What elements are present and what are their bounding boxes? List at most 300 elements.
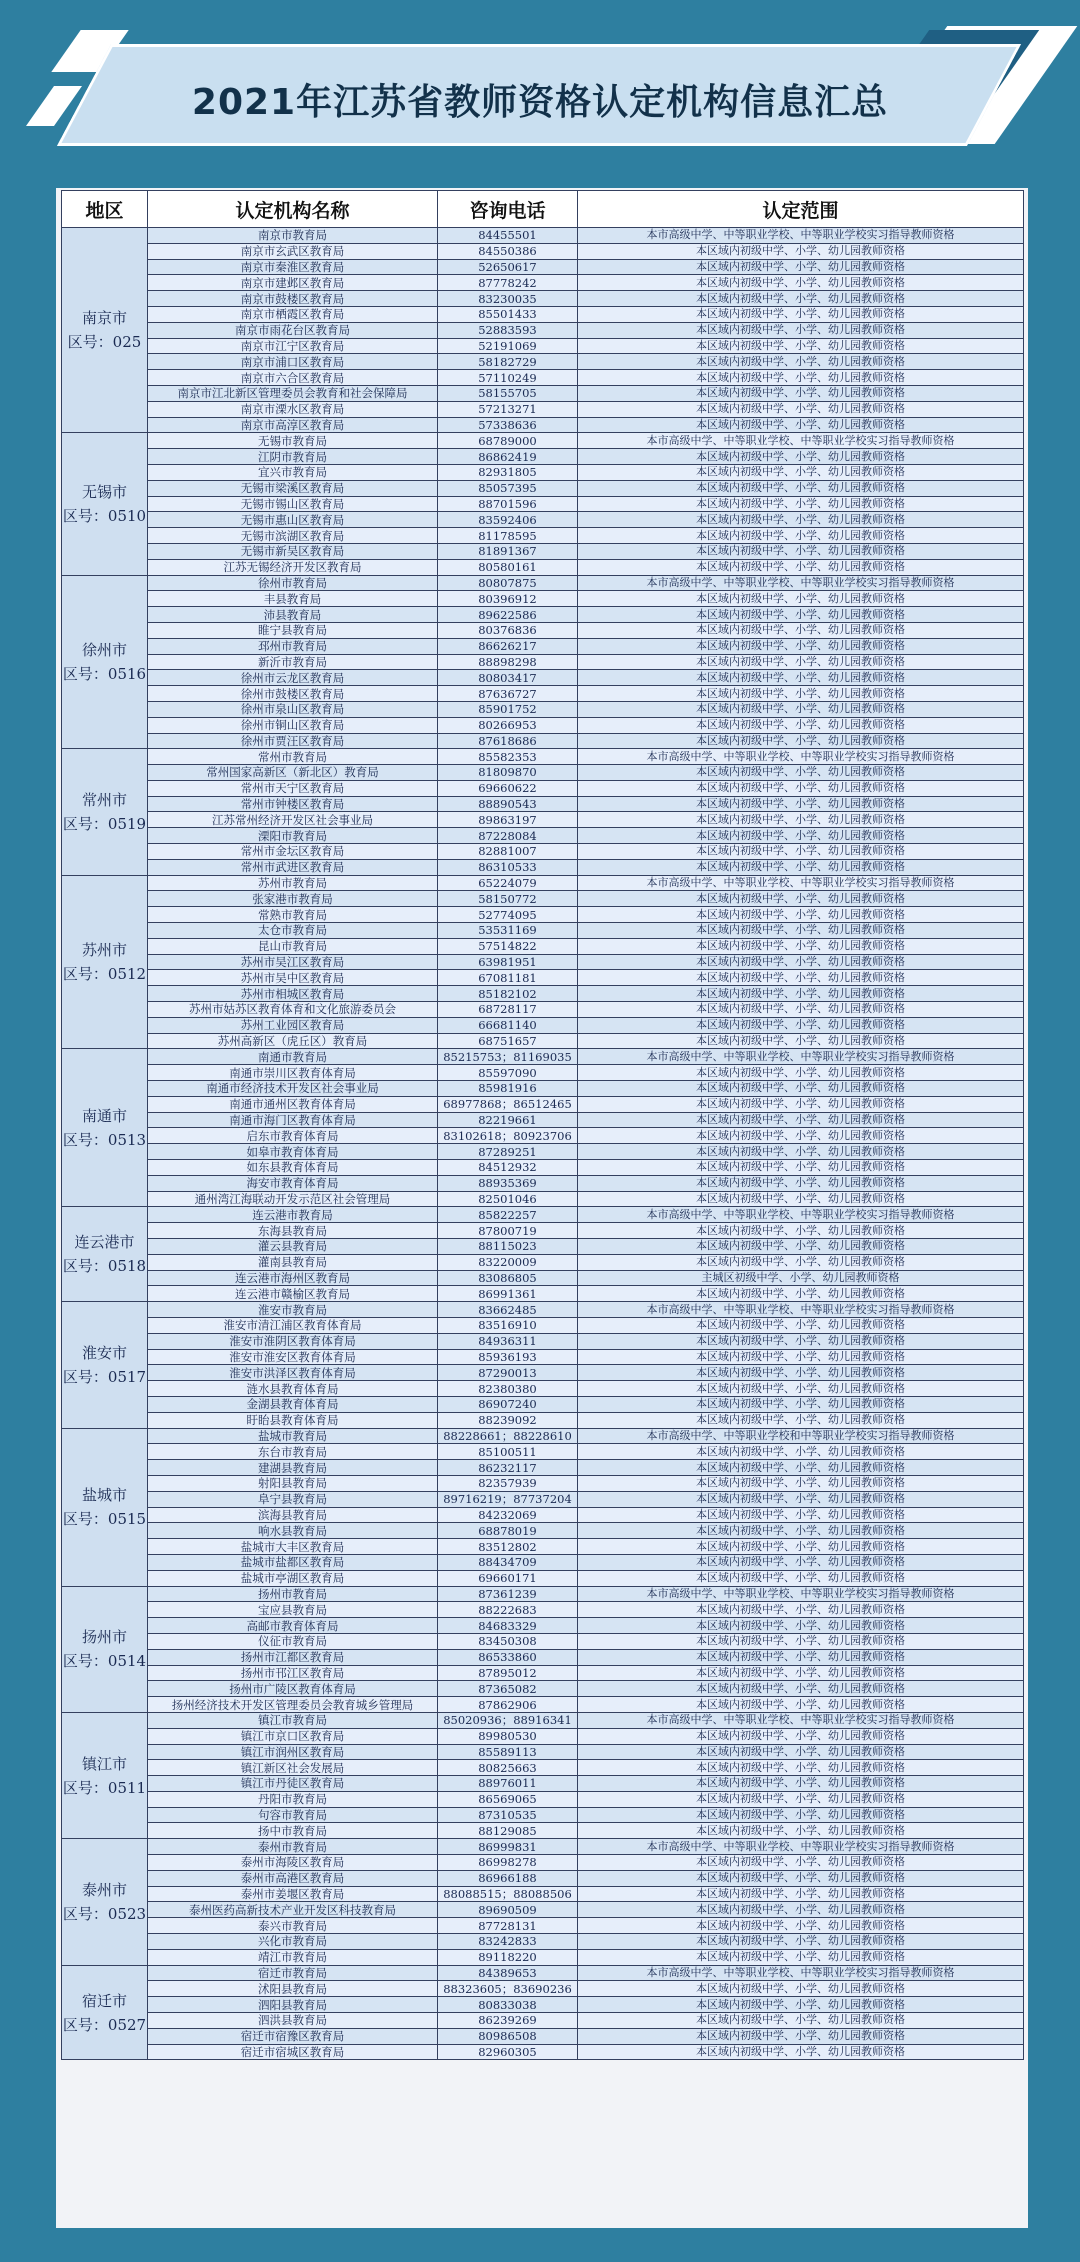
table-row bbox=[62, 1697, 1024, 1713]
institution-name-cell: 常州市天宁区教育局 bbox=[148, 780, 438, 796]
phone-cell: 68751657 bbox=[438, 1033, 578, 1049]
phone-cell: 89118220 bbox=[438, 1949, 578, 1965]
scope-cell: 本市高级中学、中等职业学校、中等职业学校实习指导教师资格 bbox=[578, 1586, 1024, 1602]
institution-name-cell: 徐州市铜山区教育局 bbox=[148, 717, 438, 733]
phone-cell: 85582353 bbox=[438, 749, 578, 765]
phone-cell: 80266953 bbox=[438, 717, 578, 733]
phone-cell: 87289251 bbox=[438, 1144, 578, 1160]
scope-cell: 本市高级中学、中等职业学校、中等职业学校实习指导教师资格 bbox=[578, 1965, 1024, 1981]
table-row bbox=[62, 1997, 1024, 2013]
scope-cell: 本区域内初级中学、小学、幼儿园教师资格 bbox=[578, 1017, 1024, 1033]
institution-name-cell: 无锡市锡山区教育局 bbox=[148, 496, 438, 512]
phone-cell: 83086805 bbox=[438, 1270, 578, 1286]
phone-cell: 86310533 bbox=[438, 859, 578, 875]
institution-name-cell: 无锡市教育局 bbox=[148, 433, 438, 449]
table-row bbox=[62, 322, 1024, 338]
table-row bbox=[62, 1633, 1024, 1649]
phone-cell: 86569065 bbox=[438, 1791, 578, 1807]
phone-cell: 85597090 bbox=[438, 1065, 578, 1081]
institution-name-cell: 靖江市教育局 bbox=[148, 1949, 438, 1965]
institution-table bbox=[61, 190, 1024, 2060]
scope-cell: 本区域内初级中学、小学、幼儿园教师资格 bbox=[578, 1333, 1024, 1349]
table-row bbox=[62, 796, 1024, 812]
scope-cell: 本区域内初级中学、小学、幼儿园教师资格 bbox=[578, 1317, 1024, 1333]
institution-name-cell: 镇江市京口区教育局 bbox=[148, 1728, 438, 1744]
scope-cell: 本区域内初级中学、小学、幼儿园教师资格 bbox=[578, 1396, 1024, 1412]
scope-cell: 本区域内初级中学、小学、幼儿园教师资格 bbox=[578, 1239, 1024, 1255]
region-cell bbox=[62, 1839, 148, 1965]
table-row bbox=[62, 954, 1024, 970]
table-row bbox=[62, 1728, 1024, 1744]
region-cell bbox=[62, 1207, 148, 1302]
institution-name-cell: 南通市海门区教育体育局 bbox=[148, 1112, 438, 1128]
phone-cell: 86232117 bbox=[438, 1460, 578, 1476]
table-row bbox=[62, 1286, 1024, 1302]
scope-cell: 本区域内初级中学、小学、幼儿园教师资格 bbox=[578, 1949, 1024, 1965]
institution-name-cell: 连云港市教育局 bbox=[148, 1207, 438, 1223]
region-area-code: 区号：0513 bbox=[62, 1130, 147, 1149]
scope-cell: 本区域内初级中学、小学、幼儿园教师资格 bbox=[578, 1776, 1024, 1792]
region-cell bbox=[62, 1302, 148, 1428]
scope-cell: 本区域内初级中学、小学、幼儿园教师资格 bbox=[578, 1744, 1024, 1760]
scope-cell: 本区域内初级中学、小学、幼儿园教师资格 bbox=[578, 417, 1024, 433]
region-name: 无锡市 bbox=[81, 482, 127, 501]
institution-name-cell: 泗阳县教育局 bbox=[148, 1997, 438, 2013]
scope-cell: 本区域内初级中学、小学、幼儿园教师资格 bbox=[578, 243, 1024, 259]
table-row bbox=[62, 1934, 1024, 1950]
table-row bbox=[62, 1602, 1024, 1618]
phone-cell: 57514822 bbox=[438, 938, 578, 954]
table-row bbox=[62, 1902, 1024, 1918]
scope-cell: 本区域内初级中学、小学、幼儿园教师资格 bbox=[578, 2028, 1024, 2044]
table-row bbox=[62, 543, 1024, 559]
institution-name-cell: 无锡市新吴区教育局 bbox=[148, 543, 438, 559]
region-name: 徐州市 bbox=[81, 640, 127, 659]
scope-cell: 本区域内初级中学、小学、幼儿园教师资格 bbox=[578, 859, 1024, 875]
scope-cell: 本区域内初级中学、小学、幼儿园教师资格 bbox=[578, 701, 1024, 717]
region-name: 宿迁市 bbox=[81, 1991, 127, 2010]
table-row bbox=[62, 1128, 1024, 1144]
phone-cell: 85182102 bbox=[438, 986, 578, 1002]
table-row bbox=[62, 1412, 1024, 1428]
phone-cell: 81809870 bbox=[438, 765, 578, 781]
institution-name-cell: 泗洪县教育局 bbox=[148, 2013, 438, 2029]
institution-name-cell: 镇江新区社会发展局 bbox=[148, 1760, 438, 1776]
phone-cell: 53531169 bbox=[438, 923, 578, 939]
scope-cell: 本区域内初级中学、小学、幼儿园教师资格 bbox=[578, 464, 1024, 480]
institution-name-cell: 无锡市梁溪区教育局 bbox=[148, 480, 438, 496]
institution-name-cell: 沛县教育局 bbox=[148, 607, 438, 623]
scope-cell: 本区域内初级中学、小学、幼儿园教师资格 bbox=[578, 1681, 1024, 1697]
table-row bbox=[62, 1254, 1024, 1270]
phone-cell: 82219661 bbox=[438, 1112, 578, 1128]
institution-name-cell: 苏州市吴江区教育局 bbox=[148, 954, 438, 970]
table-row bbox=[62, 923, 1024, 939]
scope-cell: 本区域内初级中学、小学、幼儿园教师资格 bbox=[578, 1602, 1024, 1618]
phone-cell: 89690509 bbox=[438, 1902, 578, 1918]
institution-name-cell: 泰州市海陵区教育局 bbox=[148, 1855, 438, 1871]
table-row bbox=[62, 1965, 1024, 1981]
table-row bbox=[62, 1460, 1024, 1476]
scope-cell: 本区域内初级中学、小学、幼儿园教师资格 bbox=[578, 780, 1024, 796]
institution-name-cell: 涟水县教育体育局 bbox=[148, 1381, 438, 1397]
phone-cell: 86626217 bbox=[438, 638, 578, 654]
table-row bbox=[62, 1539, 1024, 1555]
institution-name-cell: 盱眙县教育体育局 bbox=[148, 1412, 438, 1428]
institution-name-cell: 苏州市相城区教育局 bbox=[148, 986, 438, 1002]
scope-cell: 本区域内初级中学、小学、幼儿园教师资格 bbox=[578, 1381, 1024, 1397]
phone-cell: 85100511 bbox=[438, 1444, 578, 1460]
table-row bbox=[62, 938, 1024, 954]
phone-cell: 83516910 bbox=[438, 1317, 578, 1333]
scope-cell: 本区域内初级中学、小学、幼儿园教师资格 bbox=[578, 1365, 1024, 1381]
phone-cell: 88222683 bbox=[438, 1602, 578, 1618]
table-row bbox=[62, 1586, 1024, 1602]
scope-cell: 本区域内初级中学、小学、幼儿园教师资格 bbox=[578, 1791, 1024, 1807]
phone-cell: 83592406 bbox=[438, 512, 578, 528]
scope-cell: 本区域内初级中学、小学、幼儿园教师资格 bbox=[578, 1570, 1024, 1586]
table-row bbox=[62, 717, 1024, 733]
scope-cell: 本区域内初级中学、小学、幼儿园教师资格 bbox=[578, 275, 1024, 291]
institution-name-cell: 常州市武进区教育局 bbox=[148, 859, 438, 875]
phone-cell: 89980530 bbox=[438, 1728, 578, 1744]
institution-name-cell: 溧阳市教育局 bbox=[148, 828, 438, 844]
table-row bbox=[62, 1949, 1024, 1965]
institution-name-cell: 启东市教育体育局 bbox=[148, 1128, 438, 1144]
table-row bbox=[62, 749, 1024, 765]
phone-cell: 87618686 bbox=[438, 733, 578, 749]
table-row bbox=[62, 575, 1024, 591]
institution-name-cell: 苏州市姑苏区教育体育和文化旅游委员会 bbox=[148, 1002, 438, 1018]
phone-cell: 89863197 bbox=[438, 812, 578, 828]
table-row bbox=[62, 891, 1024, 907]
institution-name-cell: 南通市崇川区教育体育局 bbox=[148, 1065, 438, 1081]
phone-cell: 85936193 bbox=[438, 1349, 578, 1365]
table-row bbox=[62, 1712, 1024, 1728]
table-row bbox=[62, 1776, 1024, 1792]
phone-cell: 57338636 bbox=[438, 417, 578, 433]
scope-cell: 本区域内初级中学、小学、幼儿园教师资格 bbox=[578, 1475, 1024, 1491]
phone-cell: 65224079 bbox=[438, 875, 578, 891]
table-row bbox=[62, 1081, 1024, 1097]
table-row bbox=[62, 1333, 1024, 1349]
institution-name-cell: 阜宁县教育局 bbox=[148, 1491, 438, 1507]
institution-name-cell: 建湖县教育局 bbox=[148, 1460, 438, 1476]
phone-cell: 87228084 bbox=[438, 828, 578, 844]
table-row bbox=[62, 859, 1024, 875]
table-row bbox=[62, 1444, 1024, 1460]
scope-cell: 本区域内初级中学、小学、幼儿园教师资格 bbox=[578, 765, 1024, 781]
table-row bbox=[62, 385, 1024, 401]
institution-name-cell: 如皋市教育体育局 bbox=[148, 1144, 438, 1160]
institution-name-cell: 淮安市淮安区教育体育局 bbox=[148, 1349, 438, 1365]
institution-name-cell: 淮安市洪泽区教育体育局 bbox=[148, 1365, 438, 1381]
table-row bbox=[62, 1112, 1024, 1128]
institution-name-cell: 句容市教育局 bbox=[148, 1807, 438, 1823]
institution-name-cell: 江苏无锡经济开发区教育局 bbox=[148, 559, 438, 575]
phone-cell: 83230035 bbox=[438, 291, 578, 307]
phone-cell: 86991361 bbox=[438, 1286, 578, 1302]
phone-cell: 58182729 bbox=[438, 354, 578, 370]
table-row bbox=[62, 986, 1024, 1002]
institution-name-cell: 兴化市教育局 bbox=[148, 1934, 438, 1950]
table-row bbox=[62, 496, 1024, 512]
table-row bbox=[62, 828, 1024, 844]
phone-cell: 68977868；86512465 bbox=[438, 1096, 578, 1112]
scope-cell: 本区域内初级中学、小学、幼儿园教师资格 bbox=[578, 686, 1024, 702]
scope-cell: 本区域内初级中学、小学、幼儿园教师资格 bbox=[578, 607, 1024, 623]
scope-cell: 本区域内初级中学、小学、幼儿园教师资格 bbox=[578, 1128, 1024, 1144]
region-cell bbox=[62, 875, 148, 1049]
phone-cell: 52883593 bbox=[438, 322, 578, 338]
table-row bbox=[62, 907, 1024, 923]
table-row bbox=[62, 875, 1024, 891]
scope-cell: 本区域内初级中学、小学、幼儿园教师资格 bbox=[578, 1144, 1024, 1160]
institution-name-cell: 镇江市润州区教育局 bbox=[148, 1744, 438, 1760]
scope-cell: 本区域内初级中学、小学、幼儿园教师资格 bbox=[578, 1460, 1024, 1476]
table-row bbox=[62, 622, 1024, 638]
table-row bbox=[62, 1207, 1024, 1223]
phone-cell: 88890543 bbox=[438, 796, 578, 812]
table-row bbox=[62, 1065, 1024, 1081]
phone-cell: 86998278 bbox=[438, 1855, 578, 1871]
phone-cell: 80396912 bbox=[438, 591, 578, 607]
table-row bbox=[62, 1381, 1024, 1397]
institution-name-cell: 江苏常州经济开发区社会事业局 bbox=[148, 812, 438, 828]
institution-name-cell: 宿迁市宿城区教育局 bbox=[148, 2044, 438, 2060]
region-name: 淮安市 bbox=[81, 1343, 127, 1362]
table-row bbox=[62, 1886, 1024, 1902]
scope-cell: 本区域内初级中学、小学、幼儿园教师资格 bbox=[578, 1223, 1024, 1239]
phone-cell: 84389653 bbox=[438, 1965, 578, 1981]
institution-name-cell: 泰州医药高新技术产业开发区科技教育局 bbox=[148, 1902, 438, 1918]
institution-name-cell: 邳州市教育局 bbox=[148, 638, 438, 654]
phone-cell: 88434709 bbox=[438, 1554, 578, 1570]
phone-cell: 85901752 bbox=[438, 701, 578, 717]
institution-name-cell: 南京市江宁区教育局 bbox=[148, 338, 438, 354]
region-area-code: 区号：0518 bbox=[62, 1257, 147, 1276]
scope-cell: 本区域内初级中学、小学、幼儿园教师资格 bbox=[578, 512, 1024, 528]
region-area-code: 区号：0514 bbox=[62, 1652, 147, 1671]
institution-name-cell: 南京市建邺区教育局 bbox=[148, 275, 438, 291]
scope-cell: 本市高级中学、中等职业学校、中等职业学校实习指导教师资格 bbox=[578, 1839, 1024, 1855]
table-row bbox=[62, 259, 1024, 275]
table-row bbox=[62, 1855, 1024, 1871]
region-area-code: 区号：025 bbox=[67, 333, 142, 352]
institution-name-cell: 沭阳县教育局 bbox=[148, 1981, 438, 1997]
institution-name-cell: 睢宁县教育局 bbox=[148, 622, 438, 638]
scope-cell: 本区域内初级中学、小学、幼儿园教师资格 bbox=[578, 1191, 1024, 1207]
scope-cell: 主城区初级中学、小学、幼儿园教师资格 bbox=[578, 1270, 1024, 1286]
institution-name-cell: 苏州市吴中区教育局 bbox=[148, 970, 438, 986]
phone-cell: 86907240 bbox=[438, 1396, 578, 1412]
institution-name-cell: 徐州市鼓楼区教育局 bbox=[148, 686, 438, 702]
phone-cell: 86966188 bbox=[438, 1870, 578, 1886]
institution-name-cell: 南京市秦淮区教育局 bbox=[148, 259, 438, 275]
region-area-code: 区号：0523 bbox=[62, 1904, 147, 1923]
institution-name-cell: 南京市栖霞区教育局 bbox=[148, 306, 438, 322]
table-row bbox=[62, 559, 1024, 575]
scope-cell: 本区域内初级中学、小学、幼儿园教师资格 bbox=[578, 907, 1024, 923]
table-row bbox=[62, 1349, 1024, 1365]
phone-cell: 81178595 bbox=[438, 528, 578, 544]
institution-name-cell: 金湖县教育体育局 bbox=[148, 1396, 438, 1412]
phone-cell: 82960305 bbox=[438, 2044, 578, 2060]
scope-cell: 本区域内初级中学、小学、幼儿园教师资格 bbox=[578, 1254, 1024, 1270]
institution-name-cell: 南京市雨花台区教育局 bbox=[148, 322, 438, 338]
institution-name-cell: 昆山市教育局 bbox=[148, 938, 438, 954]
table-row bbox=[62, 970, 1024, 986]
institution-name-cell: 宜兴市教育局 bbox=[148, 464, 438, 480]
phone-cell: 85589113 bbox=[438, 1744, 578, 1760]
phone-cell: 82931805 bbox=[438, 464, 578, 480]
institution-name-cell: 仪征市教育局 bbox=[148, 1633, 438, 1649]
region-name: 镇江市 bbox=[81, 1754, 127, 1773]
scope-cell: 本区域内初级中学、小学、幼儿园教师资格 bbox=[578, 370, 1024, 386]
phone-cell: 88228661；88228610 bbox=[438, 1428, 578, 1444]
phone-cell: 83220009 bbox=[438, 1254, 578, 1270]
scope-cell: 本区域内初级中学、小学、幼儿园教师资格 bbox=[578, 828, 1024, 844]
institution-name-cell: 盐城市教育局 bbox=[148, 1428, 438, 1444]
institution-name-cell: 新沂市教育局 bbox=[148, 654, 438, 670]
scope-cell: 本区域内初级中学、小学、幼儿园教师资格 bbox=[578, 1728, 1024, 1744]
scope-cell: 本区域内初级中学、小学、幼儿园教师资格 bbox=[578, 654, 1024, 670]
phone-cell: 87778242 bbox=[438, 275, 578, 291]
institution-name-cell: 常州市钟楼区教育局 bbox=[148, 796, 438, 812]
institution-name-cell: 徐州市云龙区教育局 bbox=[148, 670, 438, 686]
table-row bbox=[62, 701, 1024, 717]
phone-cell: 87728131 bbox=[438, 1918, 578, 1934]
scope-cell: 本区域内初级中学、小学、幼儿园教师资格 bbox=[578, 1997, 1024, 2013]
table-row bbox=[62, 1523, 1024, 1539]
scope-cell: 本区域内初级中学、小学、幼儿园教师资格 bbox=[578, 1823, 1024, 1839]
phone-cell: 87636727 bbox=[438, 686, 578, 702]
table-header-row bbox=[62, 191, 1024, 228]
institution-name-cell: 扬中市教育局 bbox=[148, 1823, 438, 1839]
header-region: 地区 bbox=[62, 191, 148, 228]
scope-cell: 本区域内初级中学、小学、幼儿园教师资格 bbox=[578, 2044, 1024, 2060]
phone-cell: 88239092 bbox=[438, 1412, 578, 1428]
institution-name-cell: 宿迁市宿豫区教育局 bbox=[148, 2028, 438, 2044]
phone-cell: 87361239 bbox=[438, 1586, 578, 1602]
phone-cell: 82357939 bbox=[438, 1475, 578, 1491]
phone-cell: 68728117 bbox=[438, 1002, 578, 1018]
institution-name-cell: 连云港市赣榆区教育局 bbox=[148, 1286, 438, 1302]
institution-name-cell: 丹阳市教育局 bbox=[148, 1791, 438, 1807]
table-row bbox=[62, 512, 1024, 528]
institution-name-cell: 淮安市淮阴区教育体育局 bbox=[148, 1333, 438, 1349]
scope-cell: 本市高级中学、中等职业学校、中等职业学校实习指导教师资格 bbox=[578, 1302, 1024, 1318]
phone-cell: 69660622 bbox=[438, 780, 578, 796]
scope-cell: 本区域内初级中学、小学、幼儿园教师资格 bbox=[578, 543, 1024, 559]
institution-name-cell: 响水县教育局 bbox=[148, 1523, 438, 1539]
scope-cell: 本区域内初级中学、小学、幼儿园教师资格 bbox=[578, 638, 1024, 654]
table-row bbox=[62, 1223, 1024, 1239]
phone-cell: 89622586 bbox=[438, 607, 578, 623]
phone-cell: 84936311 bbox=[438, 1333, 578, 1349]
region-cell bbox=[62, 1712, 148, 1838]
table-row bbox=[62, 1681, 1024, 1697]
table-row bbox=[62, 607, 1024, 623]
institution-name-cell: 苏州市教育局 bbox=[148, 875, 438, 891]
table-row bbox=[62, 780, 1024, 796]
scope-cell: 本区域内初级中学、小学、幼儿园教师资格 bbox=[578, 496, 1024, 512]
phone-cell: 81891367 bbox=[438, 543, 578, 559]
institution-name-cell: 南京市教育局 bbox=[148, 228, 438, 244]
phone-cell: 88088515；88088506 bbox=[438, 1886, 578, 1902]
table-row bbox=[62, 1807, 1024, 1823]
phone-cell: 80986508 bbox=[438, 2028, 578, 2044]
table-row bbox=[62, 1618, 1024, 1634]
institution-name-cell: 射阳县教育局 bbox=[148, 1475, 438, 1491]
phone-cell: 85057395 bbox=[438, 480, 578, 496]
scope-cell: 本区域内初级中学、小学、幼儿园教师资格 bbox=[578, 259, 1024, 275]
scope-cell: 本区域内初级中学、小学、幼儿园教师资格 bbox=[578, 1697, 1024, 1713]
institution-name-cell: 丰县教育局 bbox=[148, 591, 438, 607]
phone-cell: 57110249 bbox=[438, 370, 578, 386]
institution-name-cell: 灌云县教育局 bbox=[148, 1239, 438, 1255]
scope-cell: 本区域内初级中学、小学、幼儿园教师资格 bbox=[578, 528, 1024, 544]
scope-cell: 本区域内初级中学、小学、幼儿园教师资格 bbox=[578, 891, 1024, 907]
phone-cell: 52650617 bbox=[438, 259, 578, 275]
scope-cell: 本区域内初级中学、小学、幼儿园教师资格 bbox=[578, 970, 1024, 986]
table-row bbox=[62, 275, 1024, 291]
institution-name-cell: 南京市玄武区教育局 bbox=[148, 243, 438, 259]
table-row bbox=[62, 291, 1024, 307]
phone-cell: 83512802 bbox=[438, 1539, 578, 1555]
institution-name-cell: 灌南县教育局 bbox=[148, 1254, 438, 1270]
scope-cell: 本区域内初级中学、小学、幼儿园教师资格 bbox=[578, 306, 1024, 322]
scope-cell: 本市高级中学、中等职业学校、中等职业学校实习指导教师资格 bbox=[578, 575, 1024, 591]
institution-name-cell: 太仓市教育局 bbox=[148, 923, 438, 939]
region-area-code: 区号：0517 bbox=[62, 1367, 147, 1386]
institution-name-cell: 常州市教育局 bbox=[148, 749, 438, 765]
institution-name-cell: 南通市经济技术开发区社会事业局 bbox=[148, 1081, 438, 1097]
institution-name-cell: 海安市教育体育局 bbox=[148, 1175, 438, 1191]
phone-cell: 87800719 bbox=[438, 1223, 578, 1239]
table-row bbox=[62, 528, 1024, 544]
institution-name-cell: 扬州市江都区教育局 bbox=[148, 1649, 438, 1665]
scope-cell: 本区域内初级中学、小学、幼儿园教师资格 bbox=[578, 733, 1024, 749]
institution-name-cell: 无锡市惠山区教育局 bbox=[148, 512, 438, 528]
phone-cell: 87862906 bbox=[438, 1697, 578, 1713]
scope-cell: 本区域内初级中学、小学、幼儿园教师资格 bbox=[578, 1002, 1024, 1018]
institution-name-cell: 通州湾江海联动开发示范区社会管理局 bbox=[148, 1191, 438, 1207]
table-row bbox=[62, 844, 1024, 860]
region-name: 南通市 bbox=[81, 1106, 127, 1125]
scope-cell: 本区域内初级中学、小学、幼儿园教师资格 bbox=[578, 986, 1024, 1002]
scope-cell: 本区域内初级中学、小学、幼儿园教师资格 bbox=[578, 1286, 1024, 1302]
phone-cell: 84455501 bbox=[438, 228, 578, 244]
institution-name-cell: 宝应县教育局 bbox=[148, 1602, 438, 1618]
scope-cell: 本区域内初级中学、小学、幼儿园教师资格 bbox=[578, 1175, 1024, 1191]
table-row bbox=[62, 1870, 1024, 1886]
table-row bbox=[62, 449, 1024, 465]
scope-cell: 本区域内初级中学、小学、幼儿园教师资格 bbox=[578, 1096, 1024, 1112]
institution-name-cell: 盐城市亭湖区教育局 bbox=[148, 1570, 438, 1586]
phone-cell: 80807875 bbox=[438, 575, 578, 591]
institution-name-cell: 常州国家高新区（新北区）教育局 bbox=[148, 765, 438, 781]
phone-cell: 88976011 bbox=[438, 1776, 578, 1792]
table-row bbox=[62, 1918, 1024, 1934]
table-row bbox=[62, 1791, 1024, 1807]
table-row bbox=[62, 1649, 1024, 1665]
phone-cell: 83662485 bbox=[438, 1302, 578, 1318]
table-row bbox=[62, 1317, 1024, 1333]
table-row bbox=[62, 1570, 1024, 1586]
institution-name-cell: 连云港市海州区教育局 bbox=[148, 1270, 438, 1286]
scope-cell: 本区域内初级中学、小学、幼儿园教师资格 bbox=[578, 1081, 1024, 1097]
